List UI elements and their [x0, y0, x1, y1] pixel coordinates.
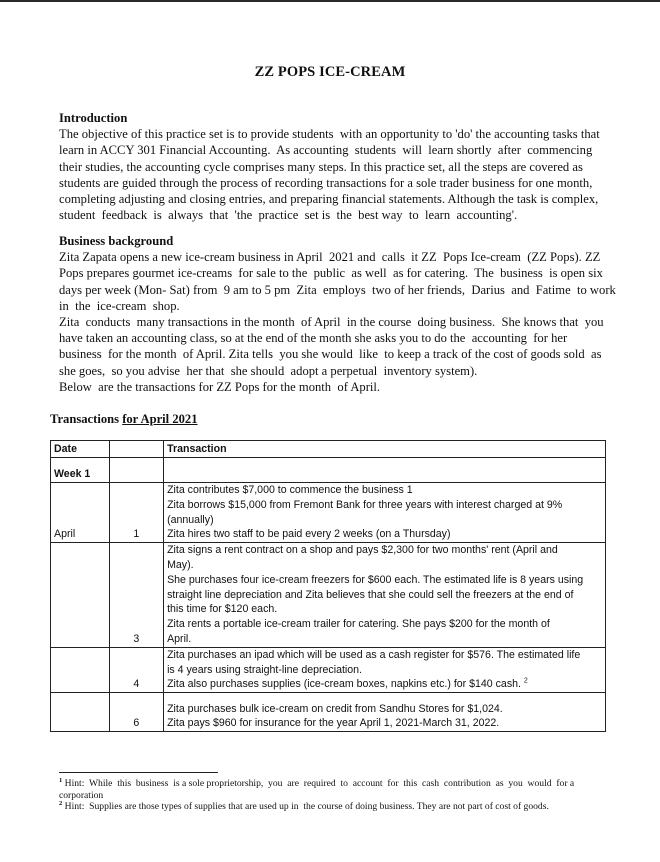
transaction-line: Zita purchases an ipad which will be used as a cash register for $576. The estimated life [167, 648, 581, 661]
row-transaction [164, 693, 606, 732]
background-line: Zita conducts many transactions in the month of April in the course doing business. She knows that you [59, 315, 604, 330]
background-line: Zita Zapata opens a new ice-cream business in April 2021 and calls it ZZ Pops Ice-cream (ZZ Pops). ZZ [59, 250, 601, 265]
week-label: Week 1 [51, 458, 110, 483]
footnote-mark: 1 [59, 776, 63, 784]
transaction-line: Zita contributes $7,000 to commence the business 1 [167, 484, 413, 496]
footnote-ref-2[interactable]: 2 [523, 677, 528, 685]
intro-line: student feedback is always that 'the practice set is the best way to learn accounting'. [59, 208, 518, 223]
row-day: 6 [109, 693, 163, 732]
header-transaction: Transaction [164, 441, 606, 458]
table-row [51, 647, 606, 692]
header-date: Date [51, 441, 110, 458]
footnote-separator [59, 772, 218, 773]
table-row [51, 543, 606, 648]
intro-line: completing adjusting and closing entries, and preparing financial statements. Although the task is complex, [59, 192, 599, 207]
header-day [109, 441, 163, 458]
document-title: ZZ POPS ICE-CREAM [254, 64, 406, 80]
row-transaction [164, 483, 606, 543]
transactions-table [50, 440, 606, 732]
footnote-1 [59, 778, 634, 790]
transaction-line: Zita hires two staff to be paid every 2 weeks (on a Thursday) [167, 528, 451, 541]
transaction-line: She purchases four ice-cream freezers for $600 each. The estimated life is 8 years using [167, 573, 584, 586]
background-line: in the ice-cream shop. [59, 298, 180, 313]
business-background-section [59, 233, 629, 395]
introduction-heading: Introduction [59, 111, 128, 125]
business-background-heading: Business background [59, 234, 174, 248]
row-day: 3 [109, 543, 163, 648]
row-month [51, 543, 110, 648]
introduction-section [59, 110, 629, 223]
row-month: April [51, 483, 110, 543]
row-transaction [164, 543, 606, 648]
transaction-line: Zita rents a portable ice-cream trailer for catering. She pays $200 for the month of [167, 618, 550, 631]
footnote-mark: 2 [59, 800, 63, 807]
intro-line: The objective of this practice set is to provide students with an opportunity to 'do' the accounting tasks that [59, 127, 600, 142]
row-month [51, 647, 110, 692]
row-day: 4 [109, 647, 163, 692]
transaction-line: (annually) [167, 513, 214, 526]
background-line: business for the month of April. Zita tells you she would like to keep a track of the cost of goods sold as [59, 347, 602, 362]
intro-line: students are guided through the process of recording transactions for a sole trader business for one month, [59, 175, 593, 190]
intro-line: learn in ACCY 301 Financial Accounting. As accounting students will learn shortly after commencing [59, 143, 593, 158]
transaction-line-text: Zita also purchases supplies (ice-cream boxes, napkins etc.) for $140 cash. [167, 678, 524, 691]
footnote-text: Hint: Supplies are those types of supplies that are used up in the course of doing business. They are not part of cost of goods. [62, 801, 549, 813]
background-line: have taken an accounting class, so at the end of the month she asks you to do the accounting for her [59, 331, 568, 346]
row-day: 1 [109, 483, 163, 543]
empty-cell [164, 458, 606, 483]
week-row [51, 458, 606, 483]
footnotes [59, 778, 634, 813]
transactions-heading-period: for April 2021 [122, 412, 198, 426]
transaction-line: Zita pays $960 for insurance for the year April 1, 2021-March 31, 2022. [167, 717, 500, 730]
intro-line: their studies, the accounting cycle comprises many steps. In this practice set, all the steps are covered as [59, 159, 583, 174]
transaction-line [167, 677, 602, 692]
transaction-line: Zita purchases bulk ice-cream on credit from Sandhu Stores for $1,024. [167, 702, 503, 715]
window-top-border [0, 0, 660, 2]
transaction-line: Zita borrows $15,000 from Fremont Bank for three years with interest charged at 9% [167, 498, 563, 511]
transaction-line: straight line depreciation and Zita believes that she could sell the freezers at the end of [167, 588, 574, 601]
row-month [51, 693, 110, 732]
footnote-1-continuation: corporation [59, 789, 104, 801]
empty-cell [109, 458, 163, 483]
transaction-line: is 4 years using straight-line depreciation. [167, 663, 362, 676]
transaction-line: May). [167, 558, 194, 571]
background-line: she goes, so you advise her that she should adopt a perpetual inventory system). [59, 363, 478, 378]
transaction-line: April. [167, 632, 192, 645]
background-line: Below are the transactions for ZZ Pops for the month of April. [59, 379, 381, 394]
footnote-text: Hint: While this business is a sole proprietorship, you are required to account for this cash contribution as you would for a [62, 778, 575, 789]
table-header-row [51, 441, 606, 458]
table-row [51, 693, 606, 732]
background-line: Pops prepares gourmet ice-creams for sale to the public as well as for catering. The business is open six [59, 266, 603, 281]
transactions-heading [50, 412, 198, 427]
row-transaction [164, 647, 606, 692]
transaction-line: this time for $120 each. [167, 603, 278, 616]
background-line: days per week (Mon- Sat) from 9 am to 5 pm Zita employs two of her friends, Darius and Fatime to work [59, 282, 616, 297]
transactions-heading-prefix: Transactions [50, 412, 123, 426]
footnote-2 [59, 801, 634, 813]
transaction-line: Zita signs a rent contract on a shop and pays $2,300 for two months' rent (April and [167, 544, 558, 557]
table-row [51, 483, 606, 543]
